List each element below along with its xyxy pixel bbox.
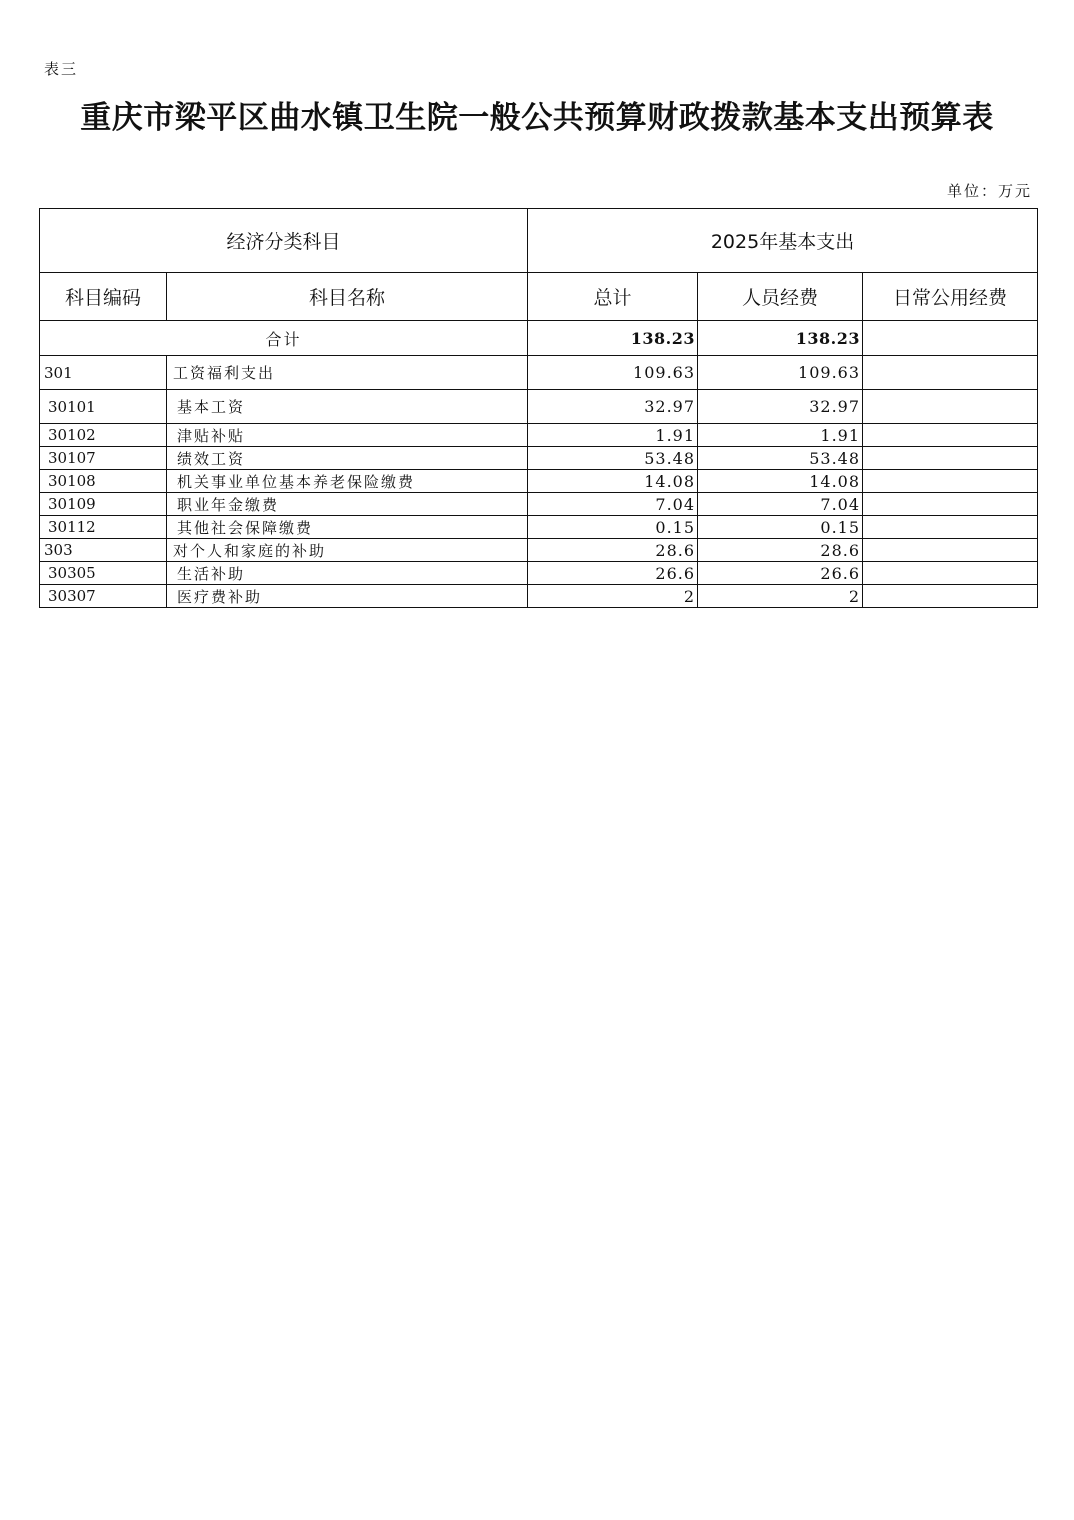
header-group-row <box>40 209 1038 273</box>
cell-personnel: 1.91 <box>698 424 863 447</box>
cell-total: 7.04 <box>528 493 698 516</box>
table-row <box>40 390 1038 424</box>
cell-personnel: 14.08 <box>698 470 863 493</box>
cell-code: 30112 <box>40 516 167 539</box>
cell-name: 医疗费补助 <box>167 585 528 608</box>
cell-name: 基本工资 <box>167 390 528 424</box>
cell-total: 1.91 <box>528 424 698 447</box>
column-header-personnel: 人员经费 <box>698 273 863 321</box>
cell-name: 其他社会保障缴费 <box>167 516 528 539</box>
cell-code: 30107 <box>40 447 167 470</box>
cell-total: 2 <box>528 585 698 608</box>
table-row <box>40 447 1038 470</box>
cell-total: 109.63 <box>528 356 698 390</box>
table-row <box>40 516 1038 539</box>
cell-name: 津贴补贴 <box>167 424 528 447</box>
header-columns-row <box>40 273 1038 321</box>
cell-code: 301 <box>40 356 167 390</box>
table-row <box>40 562 1038 585</box>
table-row <box>40 585 1038 608</box>
cell-public <box>863 585 1038 608</box>
cell-name: 对个人和家庭的补助 <box>167 539 528 562</box>
table-row <box>40 424 1038 447</box>
cell-name: 职业年金缴费 <box>167 493 528 516</box>
cell-code: 30102 <box>40 424 167 447</box>
cell-personnel: 26.6 <box>698 562 863 585</box>
cell-public <box>863 390 1038 424</box>
cell-public <box>863 493 1038 516</box>
table-row <box>40 493 1038 516</box>
cell-total: 14.08 <box>528 470 698 493</box>
total-label: 合计 <box>40 321 528 356</box>
cell-personnel: 32.97 <box>698 390 863 424</box>
cell-total: 28.6 <box>528 539 698 562</box>
cell-code: 303 <box>40 539 167 562</box>
header-basic-expenditure: 2025年基本支出 <box>528 209 1038 273</box>
cell-total: 0.15 <box>528 516 698 539</box>
page-label: 表三 <box>44 60 79 78</box>
cell-code: 30307 <box>40 585 167 608</box>
table-row <box>40 356 1038 390</box>
cell-public <box>863 447 1038 470</box>
cell-personnel: 7.04 <box>698 493 863 516</box>
cell-code: 30305 <box>40 562 167 585</box>
cell-personnel: 109.63 <box>698 356 863 390</box>
cell-code: 30108 <box>40 470 167 493</box>
cell-total: 32.97 <box>528 390 698 424</box>
unit-label: 单位：万元 <box>946 182 1032 200</box>
cell-personnel: 53.48 <box>698 447 863 470</box>
cell-public <box>863 470 1038 493</box>
header-economic-category: 经济分类科目 <box>40 209 528 273</box>
total-cell-total: 138.23 <box>528 321 698 356</box>
budget-table <box>39 208 1038 608</box>
page-title: 重庆市梁平区曲水镇卫生院一般公共预算财政拨款基本支出预算表 <box>80 100 994 136</box>
cell-name: 生活补助 <box>167 562 528 585</box>
cell-name: 绩效工资 <box>167 447 528 470</box>
total-row <box>40 321 1038 356</box>
cell-personnel: 0.15 <box>698 516 863 539</box>
column-header-total: 总计 <box>528 273 698 321</box>
column-header-name: 科目名称 <box>167 273 528 321</box>
cell-total: 26.6 <box>528 562 698 585</box>
column-header-code: 科目编码 <box>40 273 167 321</box>
cell-public <box>863 516 1038 539</box>
cell-public <box>863 356 1038 390</box>
table-row <box>40 539 1038 562</box>
cell-personnel: 2 <box>698 585 863 608</box>
column-header-public: 日常公用经费 <box>863 273 1038 321</box>
total-cell-public <box>863 321 1038 356</box>
total-cell-personnel: 138.23 <box>698 321 863 356</box>
cell-name: 机关事业单位基本养老保险缴费 <box>167 470 528 493</box>
cell-code: 30109 <box>40 493 167 516</box>
cell-total: 53.48 <box>528 447 698 470</box>
cell-public <box>863 539 1038 562</box>
cell-personnel: 28.6 <box>698 539 863 562</box>
table-row <box>40 470 1038 493</box>
cell-name: 工资福利支出 <box>167 356 528 390</box>
cell-public <box>863 424 1038 447</box>
cell-public <box>863 562 1038 585</box>
cell-code: 30101 <box>40 390 167 424</box>
